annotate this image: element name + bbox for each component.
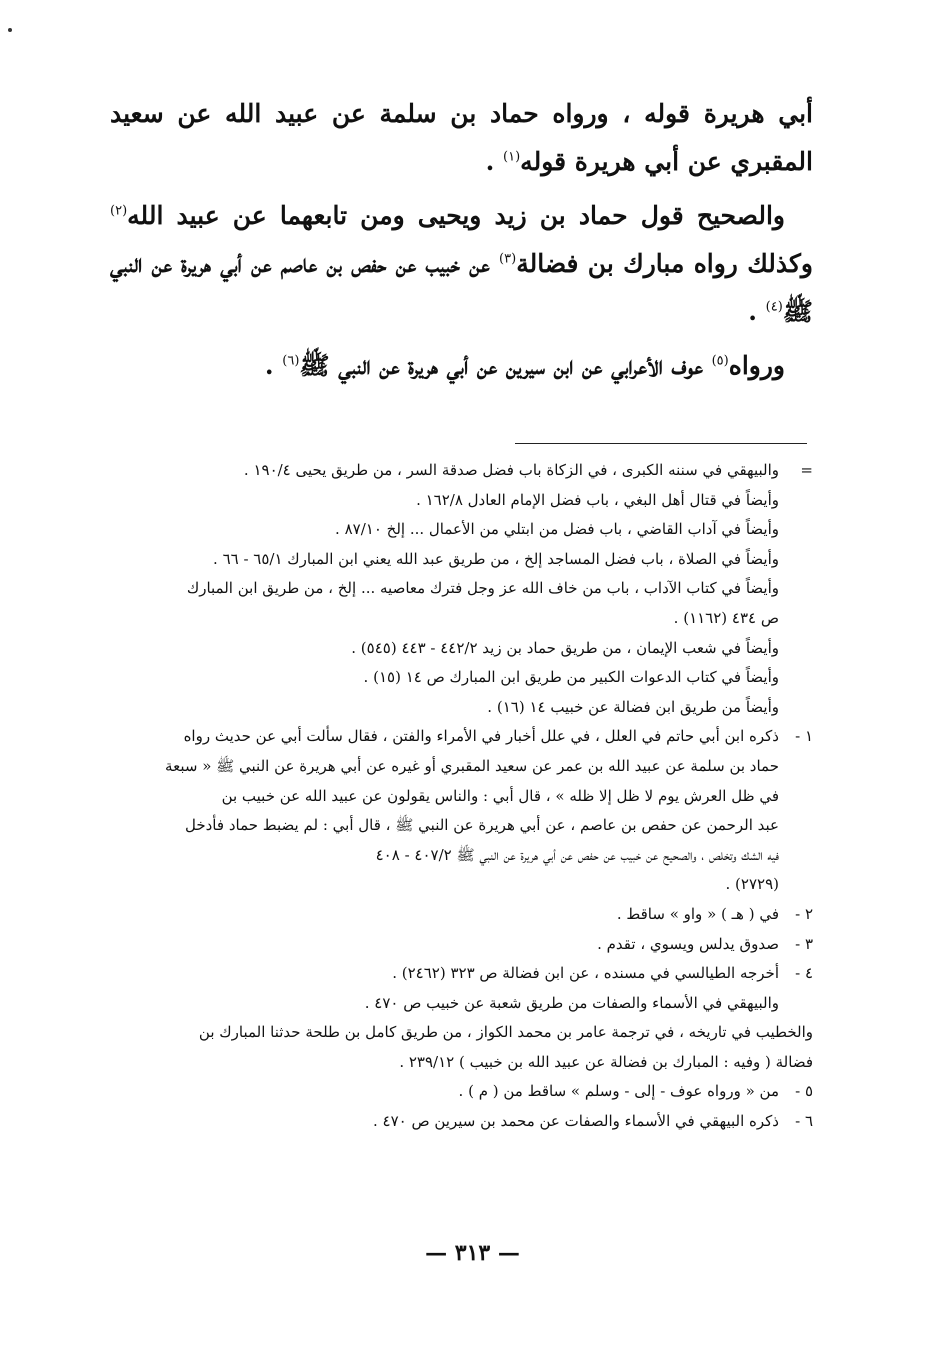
- footnote-line: وأيضاً من طريق ابن فضالة عن خبيب ١٤ (١٦) .: [487, 697, 779, 716]
- footnote-ref: (٣): [499, 251, 517, 267]
- footnote-ref: (٤): [765, 299, 783, 315]
- main-text-segment: والصحيح قول حماد بن زيد ويحيى ومن تابعهما عن عبيد الله: [127, 201, 785, 230]
- punctuation: .: [748, 297, 766, 326]
- scan-speck: [8, 28, 12, 32]
- main-paragraph-3: [110, 342, 813, 390]
- footnote-number: ٤ -: [795, 964, 813, 983]
- footnote-number: ٣ -: [795, 934, 813, 953]
- continuation-marker: =: [800, 461, 813, 479]
- footnote-ref: (٢): [110, 203, 128, 219]
- main-text-segment: ورواه: [728, 351, 785, 380]
- footnote-line: عبد الرحمن عن حفص بن عاصم ، عن أبي هريرة عن النبي ﷺ ، قال أبي : لم يضبط حماد فأدخل: [185, 816, 779, 835]
- punctuation: .: [264, 351, 283, 380]
- footnote-5: [108, 1077, 813, 1107]
- footnote-4: [108, 959, 813, 1018]
- footnote-line: صدوق يدلس ويسوي ، تقدم .: [597, 934, 779, 953]
- footnote-continuation: [108, 456, 813, 722]
- main-paragraph-2: [110, 192, 813, 336]
- main-text: [110, 90, 813, 396]
- footnote-ref: (٦): [282, 353, 300, 369]
- footnote-line: ذكره البيهقي في الأسماء والصفات عن محمد بن سيرين ص ٤٧٠ .: [372, 1112, 779, 1131]
- footnote-ref: (٥): [711, 353, 729, 369]
- footnote-line: وأيضاً في آداب القاضي ، باب فضل من ابتلي من الأعمال ... إلخ ٨٧/١٠ .: [335, 520, 779, 539]
- footnote-line: وأيضاً في كتاب الدعوات الكبير من طريق ابن المبارك ص ١٤ (١٥) .: [363, 668, 779, 687]
- footnote-line: والخطيب في تاريخه ، في ترجمة عامر بن محمد الكواز ، من طريق كامل بن طلحة حدثنا المبارك بن: [198, 1023, 813, 1042]
- footnote-line: وأيضاً في شعب الإيمان ، من طريق حماد بن زيد ٤٤٢/٢ - ٤٤٣ (٥٤٥) .: [351, 638, 779, 657]
- footnote-line: في ( هـ ) « واو » ساقط .: [616, 904, 779, 923]
- main-paragraph-1: [110, 90, 813, 186]
- footnote-6: [108, 1107, 813, 1137]
- footnote-line: والبيهقي في سننه الكبرى ، في الزكاة باب فضل صدقة السر ، من طريق يحيى ١٩٠/٤ .: [243, 461, 779, 479]
- footnote-3: [108, 930, 813, 960]
- footnote-line: وأيضاً في كتاب الآداب ، باب من خاف الله عز وجل فترك معاصيه ... إلخ ، من طريق ابن المبارك: [186, 579, 779, 598]
- footnote-line: ذكره ابن أبي حاتم في العلل ، في علل أخبار في الأمراء والفتن ، فقال سألت أبي عن حديث رواه: [183, 727, 779, 746]
- footnote-line: أخرجه الطيالسي في مسنده ، عن ابن فضالة ص ٣٢٣ (٢٤٦٢) .: [392, 964, 779, 983]
- footnote-line: ص ٤٣٤ (١١٦٢) .: [673, 608, 779, 627]
- footnote-line: والبيهقي في الأسماء والصفات من طريق شعبة عن خبيب ص ٤٧٠ .: [364, 993, 779, 1012]
- footnote-number: ٢ -: [795, 904, 813, 923]
- footnote-number: ٦ -: [795, 1112, 813, 1131]
- footnote-number: ٥ -: [795, 1082, 813, 1101]
- main-text-segment: عن خبيب عن حفص بن عاصم عن أبي هريرة عن النبي ﷺ: [110, 249, 813, 326]
- footnote-1: [108, 722, 813, 900]
- footnote-line: فيه الشك وتخلص ، والصحيح عن خبيب عن حفص عن أبي هريرة عن النبي ﷺ ٤٠٧/٢ - ٤٠٨: [375, 845, 779, 864]
- footnote-line: حماد بن سلمة عن عبيد الله بن عمر عن سعيد المقبري أو غيره عن أبي هريرة عن النبي ﷺ « سبعة: [165, 756, 779, 775]
- footnote-line: (٢٧٢٩) .: [725, 875, 779, 894]
- punctuation: .: [485, 147, 504, 176]
- footnote-line: في ظل العرش يوم لا ظل إلا ظله » ، قال أبي : والناس يقولون عن عبيد الله عن خبيب بن: [221, 786, 779, 805]
- footnote-separator: [515, 443, 807, 444]
- footnote-4-continued: [108, 1018, 813, 1077]
- footnote-2: [108, 900, 813, 930]
- footnote-line: فضالة ( وفيه : المبارك بن فضالة عن عبيد الله بن خبيب ) ٢٣٩/١٢ .: [399, 1052, 813, 1071]
- footnote-line: من « ورواه عوف - إلى - وسلم » ساقط من ( م ) .: [458, 1082, 779, 1101]
- footnote-ref: (١): [503, 149, 521, 165]
- main-text-line: أبي هريرة قوله: [520, 147, 680, 176]
- footnote-line: وأيضاً في الصلاة ، باب فضل المساجد إلخ ، من طريق عبد الله يعني ابن المبارك ٦٥/١ - ٦٦ .: [213, 549, 779, 568]
- footnote-line: وأيضاً في قتال أهل البغي ، باب فضل الإمام العادل ١٦٢/٨ .: [416, 490, 779, 509]
- main-text-segment: وكذلك رواه مبارك بن فضالة: [516, 249, 814, 278]
- main-text-line: أبي هريرة قوله ، ورواه حماد بن سلمة عن عبيد الله عن سعيد المقبري عن: [110, 99, 813, 176]
- footnotes: [108, 456, 813, 1137]
- page-number: — ٣١٣ —: [425, 1240, 520, 1266]
- main-text-segment: عوف الأعرابي عن ابن سيرين عن أبي هريرة عن النبي ﷺ: [299, 351, 712, 380]
- footnote-number: ١ -: [795, 727, 813, 746]
